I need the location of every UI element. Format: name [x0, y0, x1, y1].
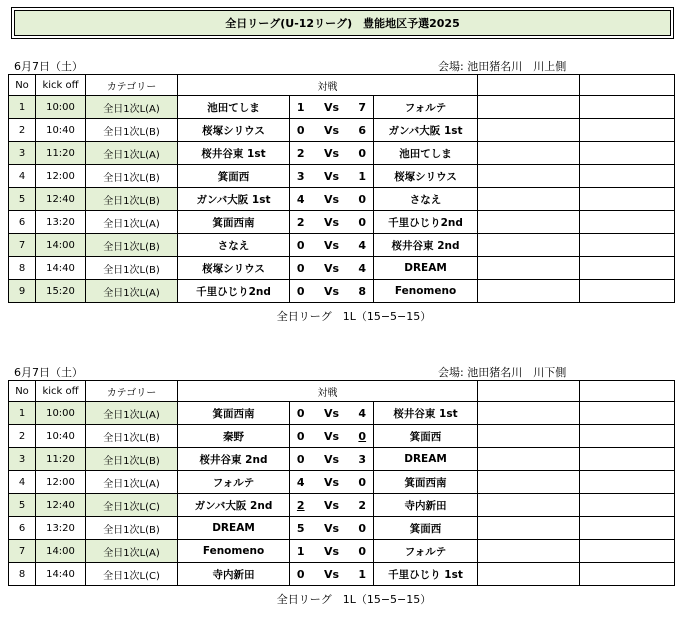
schedule-section-kawashimo	[8, 360, 674, 607]
home-team: Fenomeno	[178, 540, 290, 563]
match-no: 2	[9, 425, 36, 448]
home-team: ガンバ大阪 1st	[178, 188, 290, 211]
blank-cell	[580, 96, 675, 119]
table-row	[9, 425, 675, 448]
away-score: 8	[352, 280, 374, 303]
home-score: 0	[290, 234, 312, 257]
home-score: 2	[290, 211, 312, 234]
kickoff-time: 15:20	[36, 280, 86, 303]
away-team: 箕面西	[374, 425, 478, 448]
home-team: 寺内新田	[178, 563, 290, 586]
away-team: フォルテ	[374, 96, 478, 119]
match-no: 4	[9, 471, 36, 494]
home-team: DREAM	[178, 517, 290, 540]
home-team: 池田てしま	[178, 96, 290, 119]
kickoff-time: 14:40	[36, 563, 86, 586]
away-score: 0	[352, 188, 374, 211]
away-score: 7	[352, 96, 374, 119]
home-score: 2	[290, 494, 312, 517]
vs-label: Vs	[312, 448, 352, 471]
table-row	[9, 517, 675, 540]
home-team: さなえ	[178, 234, 290, 257]
away-score: 0	[352, 517, 374, 540]
header-row	[9, 381, 675, 402]
vs-label: Vs	[312, 540, 352, 563]
schedule-table	[8, 74, 675, 303]
match-no: 6	[9, 517, 36, 540]
category: 全日1次L(B)	[86, 517, 178, 540]
home-score: 0	[290, 402, 312, 425]
header-kickoff: kick off	[36, 75, 86, 96]
home-team: 箕面西南	[178, 211, 290, 234]
header-match: 対戦	[178, 381, 478, 402]
blank-cell	[580, 280, 675, 303]
kickoff-time: 10:40	[36, 425, 86, 448]
category: 全日1次L(A)	[86, 96, 178, 119]
table-row	[9, 234, 675, 257]
blank-cell	[478, 234, 580, 257]
away-score: 6	[352, 119, 374, 142]
kickoff-time: 14:00	[36, 234, 86, 257]
home-score: 4	[290, 471, 312, 494]
category: 全日1次L(C)	[86, 494, 178, 517]
home-score: 0	[290, 119, 312, 142]
home-team: 箕面西	[178, 165, 290, 188]
blank-cell	[478, 563, 580, 586]
away-score: 4	[352, 257, 374, 280]
kickoff-time: 10:00	[36, 402, 86, 425]
away-team: フォルテ	[374, 540, 478, 563]
blank-cell	[478, 257, 580, 280]
home-score: 4	[290, 188, 312, 211]
away-team: ガンバ大阪 1st	[374, 119, 478, 142]
vs-label: Vs	[312, 471, 352, 494]
blank-cell	[478, 96, 580, 119]
match-no: 6	[9, 211, 36, 234]
home-score: 2	[290, 142, 312, 165]
match-no: 8	[9, 563, 36, 586]
header-blank	[478, 75, 580, 96]
table-row	[9, 563, 675, 586]
blank-cell	[580, 540, 675, 563]
away-team: DREAM	[374, 257, 478, 280]
blank-cell	[580, 448, 675, 471]
match-no: 9	[9, 280, 36, 303]
blank-cell	[478, 517, 580, 540]
table-row	[9, 119, 675, 142]
kickoff-time: 14:40	[36, 257, 86, 280]
blank-cell	[580, 425, 675, 448]
header-kickoff: kick off	[36, 381, 86, 402]
blank-cell	[580, 211, 675, 234]
vs-label: Vs	[312, 211, 352, 234]
kickoff-time: 10:40	[36, 119, 86, 142]
category: 全日1次L(B)	[86, 119, 178, 142]
blank-cell	[580, 142, 675, 165]
venue: 会場: 池田猪名川 川下側	[438, 366, 567, 379]
blank-cell	[478, 471, 580, 494]
home-team: 秦野	[178, 425, 290, 448]
match-no: 2	[9, 119, 36, 142]
away-team: 桜塚シリウス	[374, 165, 478, 188]
away-score: 1	[352, 563, 374, 586]
home-team: 桜井谷東 2nd	[178, 448, 290, 471]
section-meta	[8, 54, 674, 74]
kickoff-time: 13:20	[36, 517, 86, 540]
away-team: DREAM	[374, 448, 478, 471]
away-team: 千里ひじり 1st	[374, 563, 478, 586]
blank-cell	[580, 563, 675, 586]
category: 全日1次L(B)	[86, 425, 178, 448]
kickoff-time: 11:20	[36, 142, 86, 165]
vs-label: Vs	[312, 494, 352, 517]
blank-cell	[580, 494, 675, 517]
home-score: 0	[290, 280, 312, 303]
vs-label: Vs	[312, 402, 352, 425]
blank-cell	[580, 257, 675, 280]
blank-cell	[478, 425, 580, 448]
kickoff-time: 12:00	[36, 165, 86, 188]
category: 全日1次L(A)	[86, 540, 178, 563]
vs-label: Vs	[312, 517, 352, 540]
away-score: 4	[352, 402, 374, 425]
vs-label: Vs	[312, 96, 352, 119]
home-score: 1	[290, 540, 312, 563]
match-no: 4	[9, 165, 36, 188]
blank-cell	[478, 188, 580, 211]
blank-cell	[478, 165, 580, 188]
category: 全日1次L(A)	[86, 142, 178, 165]
category: 全日1次L(A)	[86, 280, 178, 303]
match-no: 8	[9, 257, 36, 280]
match-no: 5	[9, 188, 36, 211]
header-category: カテゴリー	[86, 381, 178, 402]
match-no: 3	[9, 142, 36, 165]
blank-cell	[580, 517, 675, 540]
blank-cell	[580, 471, 675, 494]
header-match: 対戦	[178, 75, 478, 96]
blank-cell	[478, 402, 580, 425]
away-score: 2	[352, 494, 374, 517]
home-team: 桜塚シリウス	[178, 119, 290, 142]
vs-label: Vs	[312, 257, 352, 280]
match-date: 6月7日（土）	[14, 60, 83, 73]
header-no: No	[9, 75, 36, 96]
table-row	[9, 96, 675, 119]
vs-label: Vs	[312, 188, 352, 211]
venue: 会場: 池田猪名川 川上側	[438, 60, 567, 73]
home-team: 桜塚シリウス	[178, 257, 290, 280]
header-blank	[580, 75, 675, 96]
blank-cell	[580, 119, 675, 142]
match-no: 5	[9, 494, 36, 517]
home-score: 5	[290, 517, 312, 540]
blank-cell	[478, 448, 580, 471]
table-row	[9, 257, 675, 280]
blank-cell	[580, 402, 675, 425]
schedule-table	[8, 380, 675, 586]
kickoff-time: 10:00	[36, 96, 86, 119]
vs-label: Vs	[312, 563, 352, 586]
home-team: 千里ひじり2nd	[178, 280, 290, 303]
home-team: フォルテ	[178, 471, 290, 494]
table-row	[9, 448, 675, 471]
league-format-note: 全日リーグ 1L（15−5−15）	[276, 593, 432, 606]
blank-cell	[580, 234, 675, 257]
kickoff-time: 13:20	[36, 211, 86, 234]
header-blank	[478, 381, 580, 402]
table-row	[9, 211, 675, 234]
blank-cell	[478, 280, 580, 303]
table-row	[9, 142, 675, 165]
home-team: 桜井谷東 1st	[178, 142, 290, 165]
vs-label: Vs	[312, 119, 352, 142]
category: 全日1次L(B)	[86, 234, 178, 257]
blank-cell	[478, 540, 580, 563]
home-team: ガンバ大阪 2nd	[178, 494, 290, 517]
blank-cell	[478, 494, 580, 517]
vs-label: Vs	[312, 425, 352, 448]
kickoff-time: 14:00	[36, 540, 86, 563]
match-no: 7	[9, 234, 36, 257]
away-team: 千里ひじり2nd	[374, 211, 478, 234]
category: 全日1次L(A)	[86, 211, 178, 234]
table-row	[9, 280, 675, 303]
match-date: 6月7日（土）	[14, 366, 83, 379]
table-row	[9, 165, 675, 188]
match-no: 3	[9, 448, 36, 471]
category: 全日1次L(A)	[86, 471, 178, 494]
away-score: 1	[352, 165, 374, 188]
away-score: 0	[352, 540, 374, 563]
vs-label: Vs	[312, 142, 352, 165]
home-score: 0	[290, 257, 312, 280]
category: 全日1次L(B)	[86, 188, 178, 211]
home-score: 0	[290, 425, 312, 448]
schedule-section-kawakami	[8, 54, 674, 324]
table-row	[9, 471, 675, 494]
league-format-note: 全日リーグ 1L（15−5−15）	[276, 310, 432, 323]
away-team: 箕面西南	[374, 471, 478, 494]
category: 全日1次L(C)	[86, 563, 178, 586]
category: 全日1次L(A)	[86, 402, 178, 425]
kickoff-time: 12:40	[36, 188, 86, 211]
home-score: 1	[290, 96, 312, 119]
away-score: 3	[352, 448, 374, 471]
away-team: Fenomeno	[374, 280, 478, 303]
kickoff-time: 12:40	[36, 494, 86, 517]
home-score: 0	[290, 448, 312, 471]
home-team: 箕面西南	[178, 402, 290, 425]
blank-cell	[580, 188, 675, 211]
home-score: 3	[290, 165, 312, 188]
away-score: 0	[352, 142, 374, 165]
category: 全日1次L(B)	[86, 165, 178, 188]
away-team: 寺内新田	[374, 494, 478, 517]
header-no: No	[9, 381, 36, 402]
away-team: 桜井谷東 1st	[374, 402, 478, 425]
blank-cell	[478, 142, 580, 165]
category: 全日1次L(B)	[86, 257, 178, 280]
home-score: 0	[290, 563, 312, 586]
away-score: 0	[352, 425, 374, 448]
header-blank	[580, 381, 675, 402]
blank-cell	[478, 211, 580, 234]
vs-label: Vs	[312, 280, 352, 303]
kickoff-time: 11:20	[36, 448, 86, 471]
match-no: 7	[9, 540, 36, 563]
away-score: 0	[352, 471, 374, 494]
category: 全日1次L(B)	[86, 448, 178, 471]
blank-cell	[580, 165, 675, 188]
kickoff-time: 12:00	[36, 471, 86, 494]
away-team: 箕面西	[374, 517, 478, 540]
away-team: 桜井谷東 2nd	[374, 234, 478, 257]
title-banner	[11, 7, 674, 39]
vs-label: Vs	[312, 234, 352, 257]
table-row	[9, 188, 675, 211]
away-score: 4	[352, 234, 374, 257]
page-title: 全日リーグ(U-12リーグ) 豊能地区予選2025	[14, 10, 671, 36]
match-no: 1	[9, 402, 36, 425]
match-no: 1	[9, 96, 36, 119]
blank-cell	[478, 119, 580, 142]
table-row	[9, 494, 675, 517]
section-meta	[8, 360, 674, 380]
away-team: 池田てしま	[374, 142, 478, 165]
away-score: 0	[352, 211, 374, 234]
header-row	[9, 75, 675, 96]
away-team: さなえ	[374, 188, 478, 211]
table-row	[9, 540, 675, 563]
vs-label: Vs	[312, 165, 352, 188]
table-row	[9, 402, 675, 425]
header-category: カテゴリー	[86, 75, 178, 96]
